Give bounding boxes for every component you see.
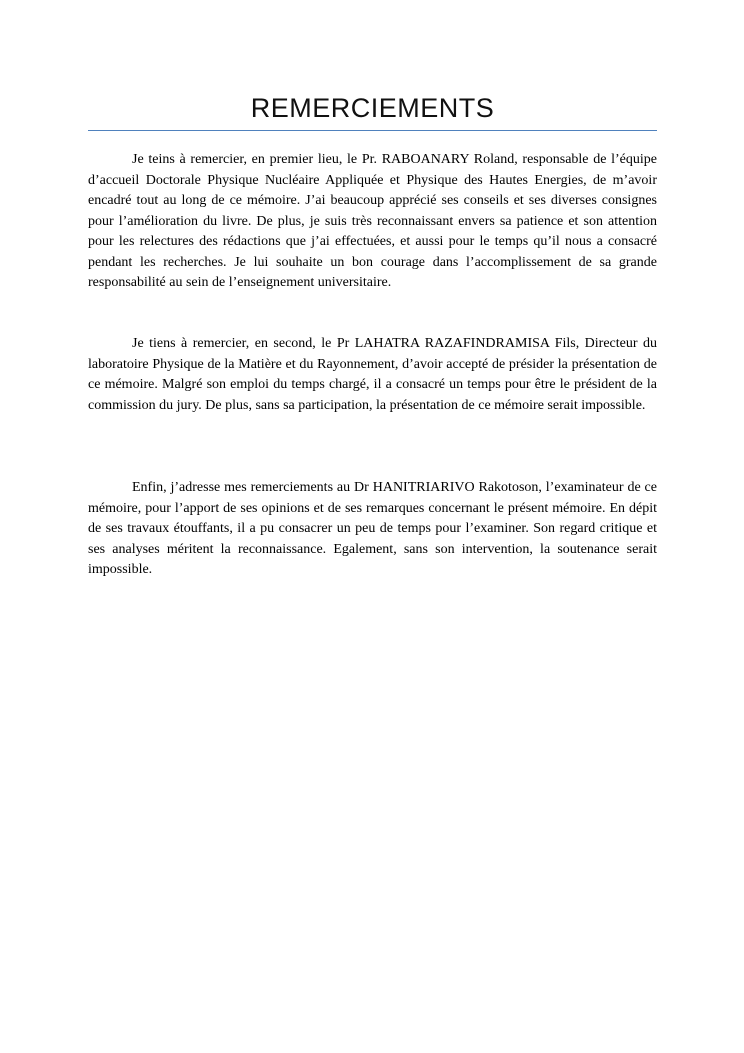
acknowledgement-paragraph-2: Je tiens à remercier, en second, le Pr LAHATRA RAZAFINDRAMISA Fils, Directeur du laboratoire Physique de la Matière et du Rayonnement, d’avoir accepté de présider la présentation de ce mémoire. Malgré son emploi du temps chargé, il a consacré un temps pour être le président de la commission du jury. De plus, sans sa participation, la présentation de ce mémoire serait impossible. (88, 336, 657, 413)
title-underline-divider (88, 130, 657, 131)
page-title: REMERCIEMENTS (250, 93, 495, 123)
acknowledgement-paragraph-3: Enfin, j’adresse mes remerciements au Dr HANITRIARIVO Rakotoson, l’examinateur de ce mémoire, pour l’apport de ses opinions et de ses remarques concernant le présent mémoire. En dépit de ses travaux étouffants, il a pu consacrer un peu de temps pour l’examiner. Son regard critique et ses analyses méritent la reconnaissance. Egalement, sans son intervention, la soutenance serait impossible. (88, 480, 657, 577)
acknowledgement-paragraph-1: Je teins à remercier, en premier lieu, le Pr. RABOANARY Roland, responsable de l’équipe d’accueil Doctorale Physique Nucléaire Appliquée et Physique des Hautes Energies, de m’avoir encadré tout au long de ce mémoire. J’ai beaucoup apprécié ses conseils et ses diverses consignes pour l’amélioration du livre. De plus, je suis très reconnaissant envers sa patience et son attention pour les relectures des rédactions que j’ai effectuées, et aussi pour le temps qu’il nous a consacré pendant les recherches. Je lui souhaite un bon courage dans l’accomplissement de sa grande responsabilité au sein de l’enseignement universitaire. (88, 152, 657, 290)
